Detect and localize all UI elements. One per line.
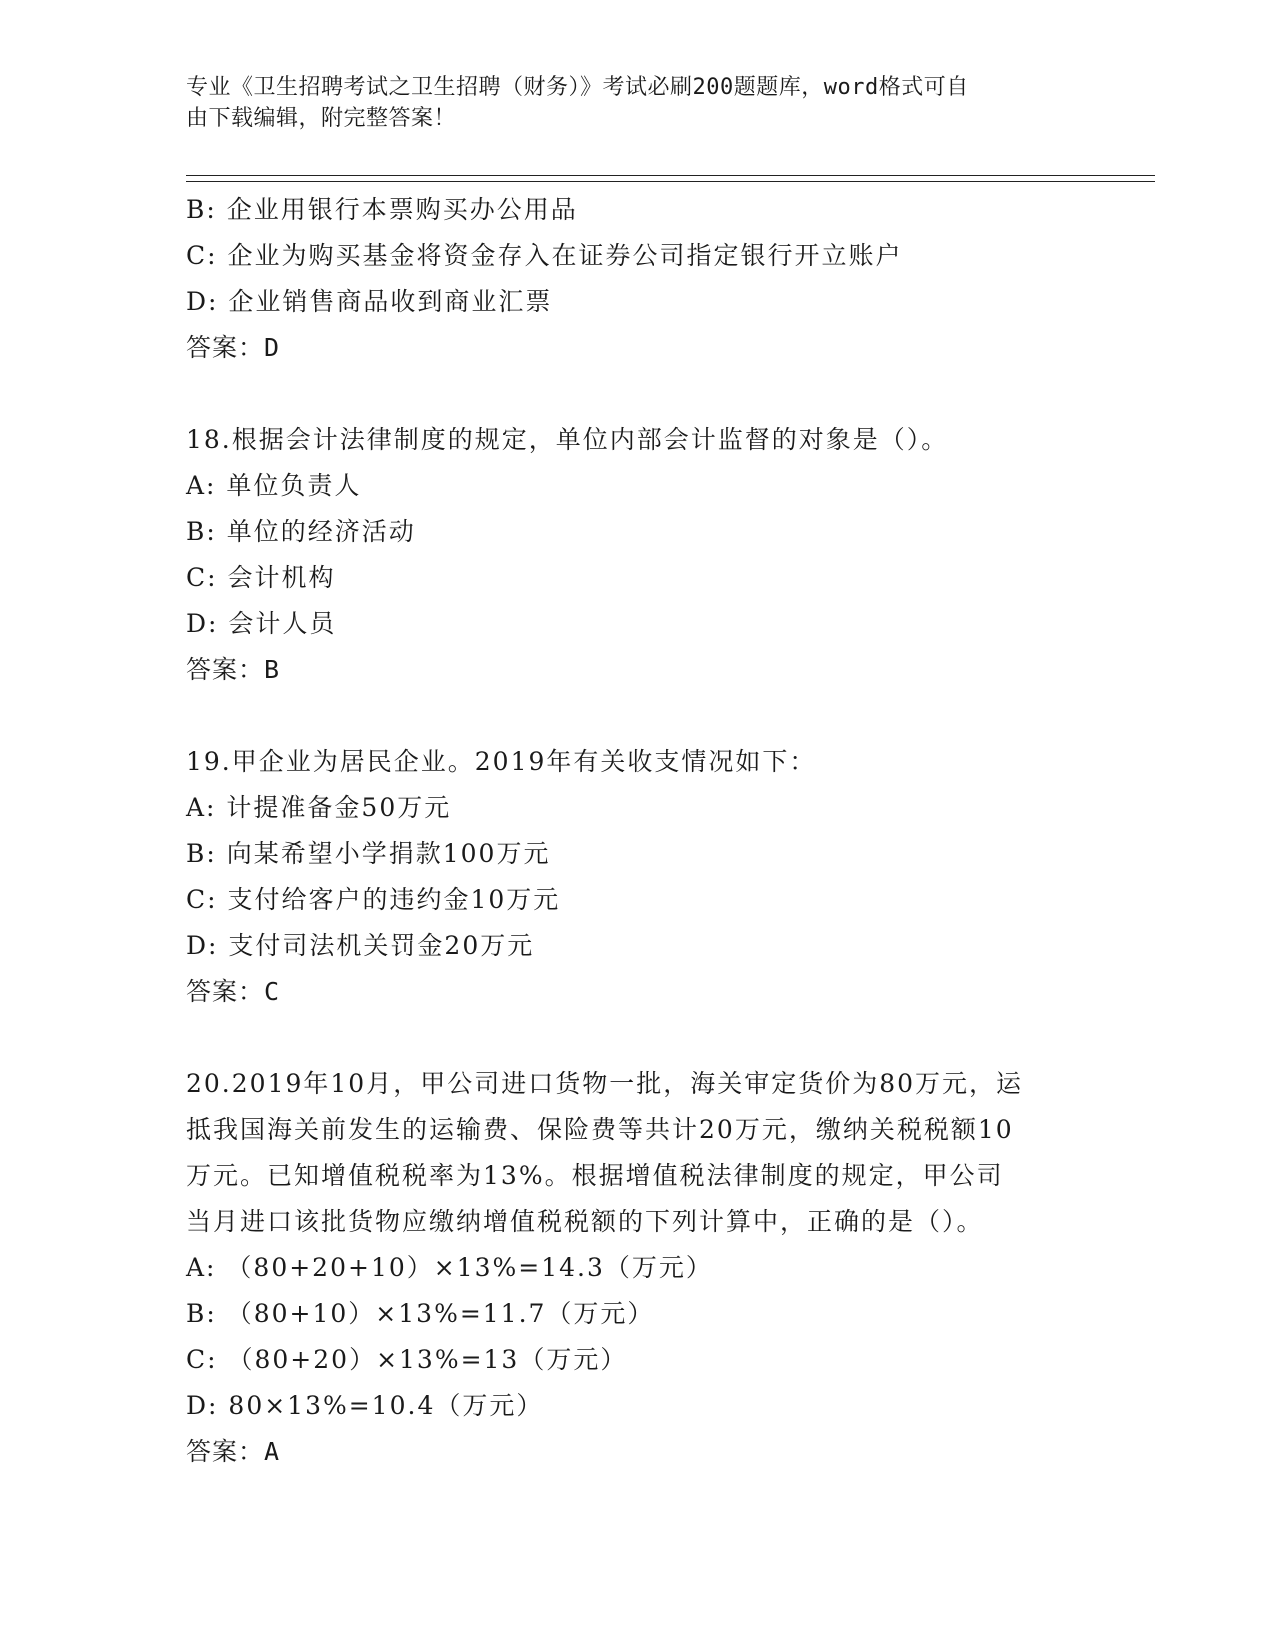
question-stem-line-1: 20.2019年10月，甲公司进口货物一批，海关审定货价为80万元，运 xyxy=(186,1069,1024,1098)
question-17-partial xyxy=(186,187,1086,371)
option-a: A: 计提准备金50万元 xyxy=(186,793,452,822)
answer-line: 答案：D xyxy=(186,333,281,362)
question-20 xyxy=(186,1061,1086,1475)
answer-line: 答案：C xyxy=(186,977,281,1006)
option-b: B: 单位的经济活动 xyxy=(186,517,416,546)
option-d: D: 支付司法机关罚金20万元 xyxy=(186,931,535,960)
option-b: B: 企业用银行本票购买办公用品 xyxy=(186,195,578,224)
question-19 xyxy=(186,739,1086,1015)
answer-line: 答案：A xyxy=(186,1437,281,1466)
option-c: C: 支付给客户的违约金10万元 xyxy=(186,885,561,914)
question-stem-line-2: 抵我国海关前发生的运输费、保险费等共计20万元，缴纳关税税额10 xyxy=(186,1115,1014,1144)
question-content xyxy=(186,187,1086,1475)
option-d: D: 企业销售商品收到商业汇票 xyxy=(186,287,553,316)
option-c: C: 会计机构 xyxy=(186,563,336,592)
header-line-1: 专业《卫生招聘考试之卫生招聘（财务）》考试必刷200题题库，word格式可自 xyxy=(186,75,969,100)
spacer xyxy=(186,693,1086,739)
question-stem: 18.根据会计法律制度的规定，单位内部会计监督的对象是（）。 xyxy=(186,425,949,454)
option-d: D: 80×13%=10.4（万元） xyxy=(186,1391,544,1420)
option-d: D: 会计人员 xyxy=(186,609,337,638)
question-18 xyxy=(186,417,1086,693)
answer-line: 答案：B xyxy=(186,655,281,684)
spacer xyxy=(186,371,1086,417)
spacer xyxy=(186,1015,1086,1061)
option-b: B: （80+10）×13%=11.7（万元） xyxy=(186,1299,655,1328)
option-a: A: （80+20+10）×13%=14.3（万元） xyxy=(186,1253,713,1282)
question-stem-line-3: 万元。已知增值税税率为13%。根据增值税法律制度的规定，甲公司 xyxy=(186,1161,1004,1190)
option-c: C: （80+20）×13%=13（万元） xyxy=(186,1345,628,1374)
option-c: C: 企业为购买基金将资金存入在证券公司指定银行开立账户 xyxy=(186,241,903,270)
document-header xyxy=(186,72,1066,134)
option-a: A: 单位负责人 xyxy=(186,471,362,500)
header-divider-bottom xyxy=(186,181,1155,182)
option-b: B: 向某希望小学捐款100万元 xyxy=(186,839,551,868)
header-line-2: 由下载编辑，附完整答案！ xyxy=(186,106,457,131)
header-divider-top xyxy=(186,175,1155,176)
question-stem-line-4: 当月进口该批货物应缴纳增值税税额的下列计算中，正确的是（）。 xyxy=(186,1207,984,1236)
question-stem: 19.甲企业为居民企业。2019年有关收支情况如下： xyxy=(186,747,817,776)
